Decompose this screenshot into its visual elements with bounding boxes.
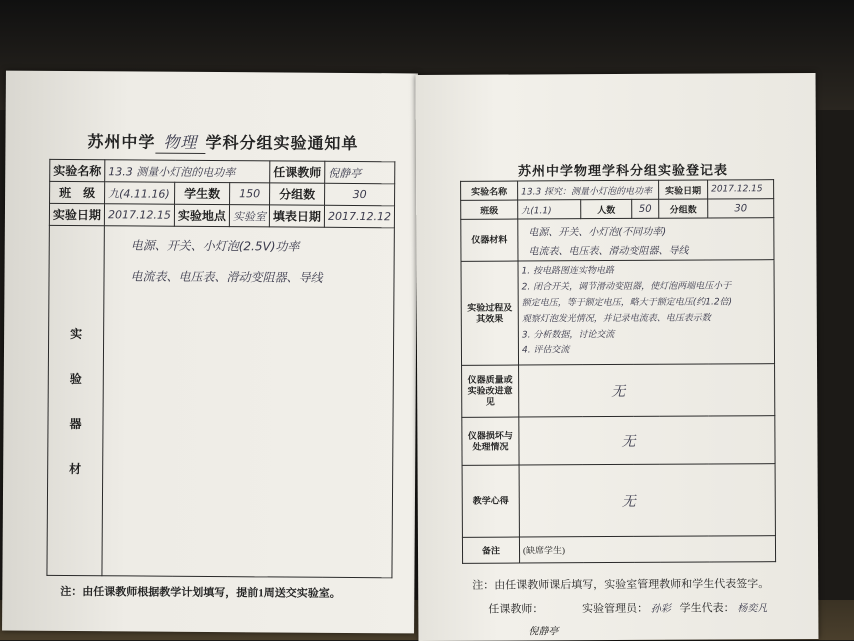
sign-manager-label: 实验管理员： xyxy=(582,602,649,616)
value-exp-date: 2017.12.15 xyxy=(708,180,774,199)
signature-row xyxy=(488,599,808,617)
registration-note: 注：由任课教师课后填写，实验室管理教师和学生代表签字。 xyxy=(472,578,770,592)
label-fill-date: 填表日期 xyxy=(269,205,324,227)
sign-manager-name: 孙彩 xyxy=(650,603,671,615)
value-groups: 30 xyxy=(325,183,395,205)
value-exp-name: 13.3 探究：测量小灯泡的电功率 xyxy=(518,180,659,200)
value-quality: 无 xyxy=(611,383,626,400)
process-line-1: 1. 按电路图连实物电路 xyxy=(521,266,615,277)
value-students: 150 xyxy=(230,183,270,205)
instruments-line-2: 电流表、电压表、滑动变阻器、导线 xyxy=(528,245,689,257)
remarks-content xyxy=(519,536,775,563)
label-students: 学生数 xyxy=(175,182,230,204)
label-reflection: 教学心得 xyxy=(462,465,519,537)
label-date: 实验日期 xyxy=(49,203,104,225)
notification-title xyxy=(87,129,358,155)
label-class: 班级 xyxy=(461,200,518,219)
title-suffix: 学科分组实验通知单 xyxy=(205,134,359,154)
equipment-line-2: 电流表、电压表、滑动变阻器、导线 xyxy=(130,269,323,285)
label-place: 实验地点 xyxy=(174,204,229,226)
label-remarks: 备注 xyxy=(462,537,519,563)
registration-sheet xyxy=(416,73,819,641)
label-exp-name: 实验名称 xyxy=(50,159,105,181)
value-teacher: 倪静亭 xyxy=(325,161,395,183)
notification-sheet xyxy=(2,71,418,634)
label-exp-name: 实验名称 xyxy=(461,181,518,200)
label-instruments: 仪器材料 xyxy=(461,219,518,261)
value-exp-name: 13.3 测量小灯泡的电功率 xyxy=(105,160,270,183)
value-fill-date: 2017.12.12 xyxy=(324,205,394,227)
quality-content xyxy=(519,364,775,417)
reflection-content xyxy=(519,464,775,537)
label-people: 人数 xyxy=(581,199,632,218)
label-damage: 仪器损坏与处理情况 xyxy=(462,417,519,465)
process-line-4: 观察灯泡发光情况，并记录电流表、电压表示数 xyxy=(521,313,711,325)
process-line-6: 4. 评估交流 xyxy=(521,345,570,356)
registration-table xyxy=(460,179,776,564)
label-process: 实验过程及其效果 xyxy=(461,261,519,365)
value-class: 九(1.1) xyxy=(518,200,581,219)
sign-teacher-label: 任课教师： xyxy=(488,603,544,616)
value-date: 2017.12.15 xyxy=(104,204,174,226)
label-groups: 分组数 xyxy=(659,199,708,218)
registration-title: 苏州中学物理学科分组实验登记表 xyxy=(517,162,729,179)
damage-content xyxy=(519,416,775,465)
value-reflection: 无 xyxy=(621,493,636,510)
label-teacher: 任课教师 xyxy=(270,161,325,183)
sign-student-label: 学生代表： xyxy=(679,602,735,615)
process-line-2: 2. 闭合开关，调节滑动变阻器，使灯泡两端电压小于 xyxy=(521,281,732,293)
title-prefix: 苏州中学 xyxy=(87,134,156,152)
process-line-3: 额定电压，等于额定电压，略大于额定电压(约1.2倍) xyxy=(521,297,733,309)
notification-table xyxy=(46,159,395,578)
notification-note: 注：由任课教师根据教学计划填写，提前1周送交实验室。 xyxy=(60,585,341,600)
sign-teacher-name: 倪静亭 xyxy=(528,626,559,638)
label-class: 班 级 xyxy=(50,181,105,203)
value-groups: 30 xyxy=(708,199,774,218)
equipment-line-1: 电源、开关、小灯泡(2.5V)功率 xyxy=(130,238,300,254)
label-groups: 分组数 xyxy=(270,183,325,205)
process-content xyxy=(518,260,775,365)
label-quality: 仪器质量或实验改进意见 xyxy=(462,365,519,417)
value-place: 实验室 xyxy=(229,205,269,227)
label-exp-date: 实验日期 xyxy=(659,180,708,199)
process-line-5: 3. 分析数据，讨论交流 xyxy=(521,330,615,341)
instruments-line-1: 电源、开关、小灯泡(不同功率) xyxy=(528,226,667,238)
equipment-label: 实 验 器 材 xyxy=(47,225,104,575)
value-remarks: (缺席学生) xyxy=(522,545,566,556)
value-people: 50 xyxy=(632,199,659,218)
equipment-content xyxy=(102,226,394,578)
sign-student-name: 杨奕凡 xyxy=(737,603,768,615)
value-damage: 无 xyxy=(621,433,636,450)
value-class: 九(4.11.16) xyxy=(105,182,175,204)
instruments-content xyxy=(518,218,774,261)
title-subject: 物理 xyxy=(155,130,205,154)
